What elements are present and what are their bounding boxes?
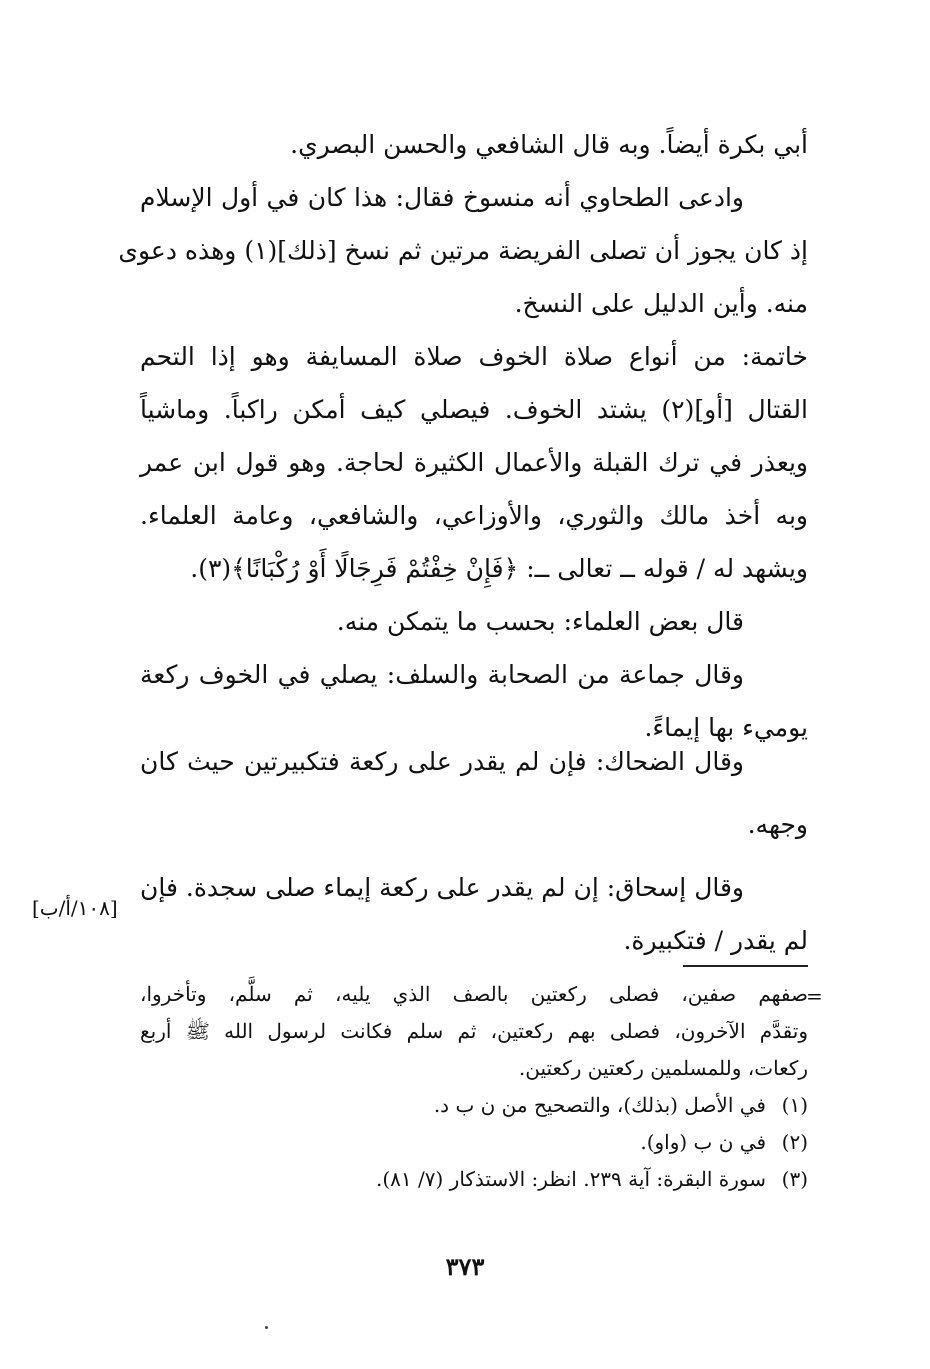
footnote-number: (٣) [781, 1167, 808, 1191]
footnote-separator [683, 965, 808, 967]
text-line: منه. وأين الدليل على النسخ. [514, 289, 808, 318]
footnote-continuation-mark: = [806, 984, 823, 1008]
footnote-cont-line: ركعات، وللمسلمين ركعتين ركعتين. [518, 1056, 808, 1080]
text-line: وقال جماعة من الصحابة والسلف: يصلي في الخوف ركعة [140, 660, 744, 689]
footnote-cont-line: وتقدَّم الآخرون، فصلى بهم ركعتين، ثم سلم فكانت لرسول الله ﷺ أربع [140, 1019, 808, 1043]
text-line: يوميء بها إيماءً. [644, 713, 808, 742]
main-text-block-3 [140, 735, 808, 967]
footnote-text: في الأصل (بذلك)، والتصحيح من ن ب د. [433, 1093, 766, 1117]
footnote-number: (١) [781, 1093, 808, 1117]
footnote-number: (٢) [781, 1130, 808, 1154]
text-line: إذ كان يجوز أن تصلى الفريضة مرتين ثم نسخ [ذلك](١) وهذه دعوى [118, 236, 808, 265]
text-line: قال بعض العلماء: بحسب ما يتمكن منه. [336, 607, 744, 636]
page-number: ٣٧٣ [445, 1252, 485, 1281]
text-line: وبه أخذ مالك والثوري، والأوزاعي، والشافعي، وعامة العلماء. [140, 501, 808, 530]
footnote-cont-line: صفهم صفين، فصلى ركعتين بالصف الذي يليه، ثم سلَّم، وتأخروا، [140, 982, 808, 1006]
footnote-text: في ن ب (واو). [640, 1130, 766, 1154]
text-line: أبي بكرة أيضاً. وبه قال الشافعي والحسن البصري. [290, 130, 808, 159]
text-line: لم يقدر / فتكبيرة. [623, 926, 808, 955]
footnote-item [140, 1124, 808, 1161]
main-text-block-1 [118, 118, 808, 330]
text-line: خاتمة: من أنواع صلاة الخوف صلاة المسايفة وهو إذا التحم [140, 342, 808, 371]
text-line: وقال الضحاك: فإن لم يقدر على ركعة فتكبيرتين حيث كان [140, 747, 744, 776]
text-line: ويشهد له / قوله ــ تعالى ــ: ﴿فَإِنْ خِفْتُمْ فَرِجَالًا أَوْ رُكْبَانًا﴾(٣). [190, 554, 808, 583]
margin-folio-note: [١٠٨/أ/ب] [32, 896, 118, 920]
scan-speck [265, 1326, 268, 1329]
text-line: وجهه. [747, 810, 808, 839]
text-line: ويعذر في ترك القبلة والأعمال الكثيرة لحاجة. وهو قول ابن عمر [140, 448, 808, 477]
footnote-item [140, 1161, 808, 1198]
text-line: وقال إسحاق: إن لم يقدر على ركعة إيماء صلى سجدة. فإن [140, 873, 744, 902]
main-text-block-2 [140, 330, 808, 754]
text-line: القتال [أو](٢) يشتد الخوف. فيصلي كيف أمكن راكباً. وماشياً [140, 395, 808, 424]
footnotes [140, 976, 808, 1198]
footnote-text: سورة البقرة: آية ٢٣٩. انظر: الاستذكار (٧/ ٨١). [375, 1167, 766, 1191]
footnote-item [140, 1087, 808, 1124]
text-line: وادعى الطحاوي أنه منسوخ فقال: هذا كان في أول الإسلام [140, 183, 744, 212]
